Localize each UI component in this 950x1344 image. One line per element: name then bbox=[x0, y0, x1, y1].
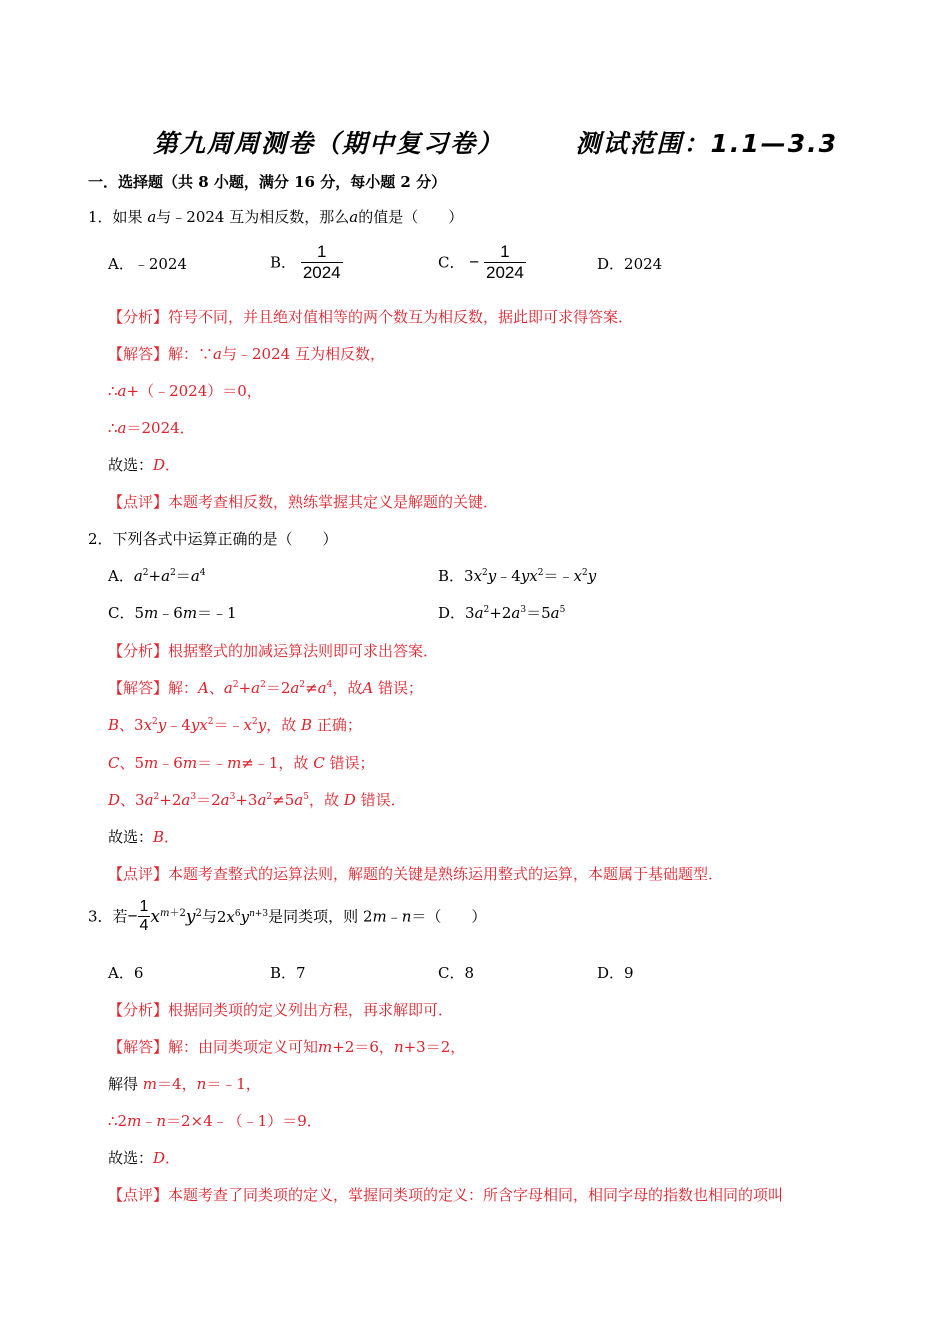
q1-choice: 故选：D． bbox=[108, 456, 181, 474]
q2-analysis: 【分析】根据整式的加减运算法则即可求出答案． bbox=[108, 642, 439, 660]
q2-solution-line-1: 【解答】解：A、$a^2+a^2=2a^2\ne a^4$，故A 错误； bbox=[108, 679, 424, 697]
section-heading: 一．选择题（共 8 小题，满分 16 分，每小题 2 分） bbox=[88, 173, 447, 191]
q2-option-a: A．$a^2+a^2=a^4$ bbox=[108, 567, 206, 585]
q3-analysis: 【分析】根据同类项的定义列出方程，再求解即可． bbox=[108, 1001, 454, 1019]
q1-stem: 1．如果 a与﹣2024 互为相反数，那么a的值是（ ） bbox=[88, 208, 464, 226]
title-main: 第九周周测卷（期中复习卷） bbox=[153, 129, 505, 158]
q2-option-d: D．$3a^2+2a^3=5a^5$ bbox=[438, 604, 566, 622]
q2-comment: 【点评】本题考查整式的运算法则，解题的关键是熟练运用整式的运算，本题属于基础题型． bbox=[108, 865, 724, 883]
q1-option-c: C． − $\frac{1}{2024}$ bbox=[438, 242, 524, 282]
title-range: 测试范围：1.1—3.3 bbox=[575, 129, 839, 158]
q3-comment: 【点评】本题考查了同类项的定义，掌握同类项的定义：所含字母相同，相同字母的指数也相同的项叫 bbox=[108, 1186, 784, 1204]
q3-option-c: C．8 bbox=[438, 964, 475, 982]
q1-option-b-fraction: $\frac{1}{2024}$ bbox=[302, 242, 341, 282]
q3-option-d: D．9 bbox=[597, 964, 634, 982]
q1-analysis: 【分析】符号不同，并且绝对值相等的两个数互为相反数，据此即可求得答案． bbox=[108, 308, 634, 326]
q2-solution-line-2: B、$3x^2y﹣4yx^2=﹣x^2y$，故 B 正确； bbox=[108, 716, 362, 734]
q2-option-b: B．$3x^2y﹣4yx^2=﹣x^2y$ bbox=[438, 567, 597, 585]
q1-comment: 【点评】本题考查相反数，熟练掌握其定义是解题的关键． bbox=[108, 493, 499, 511]
q3-option-b: B．7 bbox=[270, 964, 306, 982]
q1-solution-line-2: ∴a+（﹣2024）＝0， bbox=[108, 382, 262, 400]
q3-choice: 故选：D． bbox=[108, 1149, 181, 1167]
q3-solution-line-3: ∴2m﹣n＝2×4﹣（﹣1）＝9． bbox=[108, 1112, 322, 1130]
q2-stem: 2．下列各式中运算正确的是（ ） bbox=[88, 530, 338, 548]
q1-option-c-fraction: $\frac{1}{2024}$ bbox=[485, 242, 524, 282]
q1-option-b: B． $\frac{1}{2024}$ bbox=[270, 242, 341, 282]
q2-choice: 故选：B． bbox=[108, 828, 180, 846]
q3-solution-line-1: 【解答】解：由同类项定义可知m+2＝6，n+3＝2， bbox=[108, 1038, 466, 1056]
q2-option-c: C．5m﹣6m＝﹣1 bbox=[108, 604, 237, 622]
page-title bbox=[153, 124, 838, 160]
q2-solution-line-3: C、5m﹣6m＝﹣m≠﹣1，故 C 错误； bbox=[108, 754, 375, 772]
q2-solution-line-4: D、$3a^2+2a^3=2a^3+3a^2\ne 5a^5$，故 D 错误． bbox=[108, 791, 406, 809]
q1-solution-line-3: ∴a＝2024． bbox=[108, 419, 195, 437]
q1-solution-line-1: 【解答】解：∵a与﹣2024 互为相反数， bbox=[108, 345, 385, 363]
q3-stem: 3．若− $\frac{1}{4}$ $x^{m+2}y^2$与$2x^6y^{n+3}$是同类项，则 2m﹣n＝（ ） bbox=[88, 898, 487, 934]
q3-solution-line-2: 解得 m＝4，n＝﹣1， bbox=[108, 1075, 261, 1093]
q1-option-a: A．﹣2024 bbox=[108, 255, 188, 273]
q3-option-a: A．6 bbox=[108, 964, 144, 982]
q1-option-d: D．2024 bbox=[597, 255, 663, 273]
q3-fraction: $\frac{1}{4}$ bbox=[139, 898, 149, 934]
